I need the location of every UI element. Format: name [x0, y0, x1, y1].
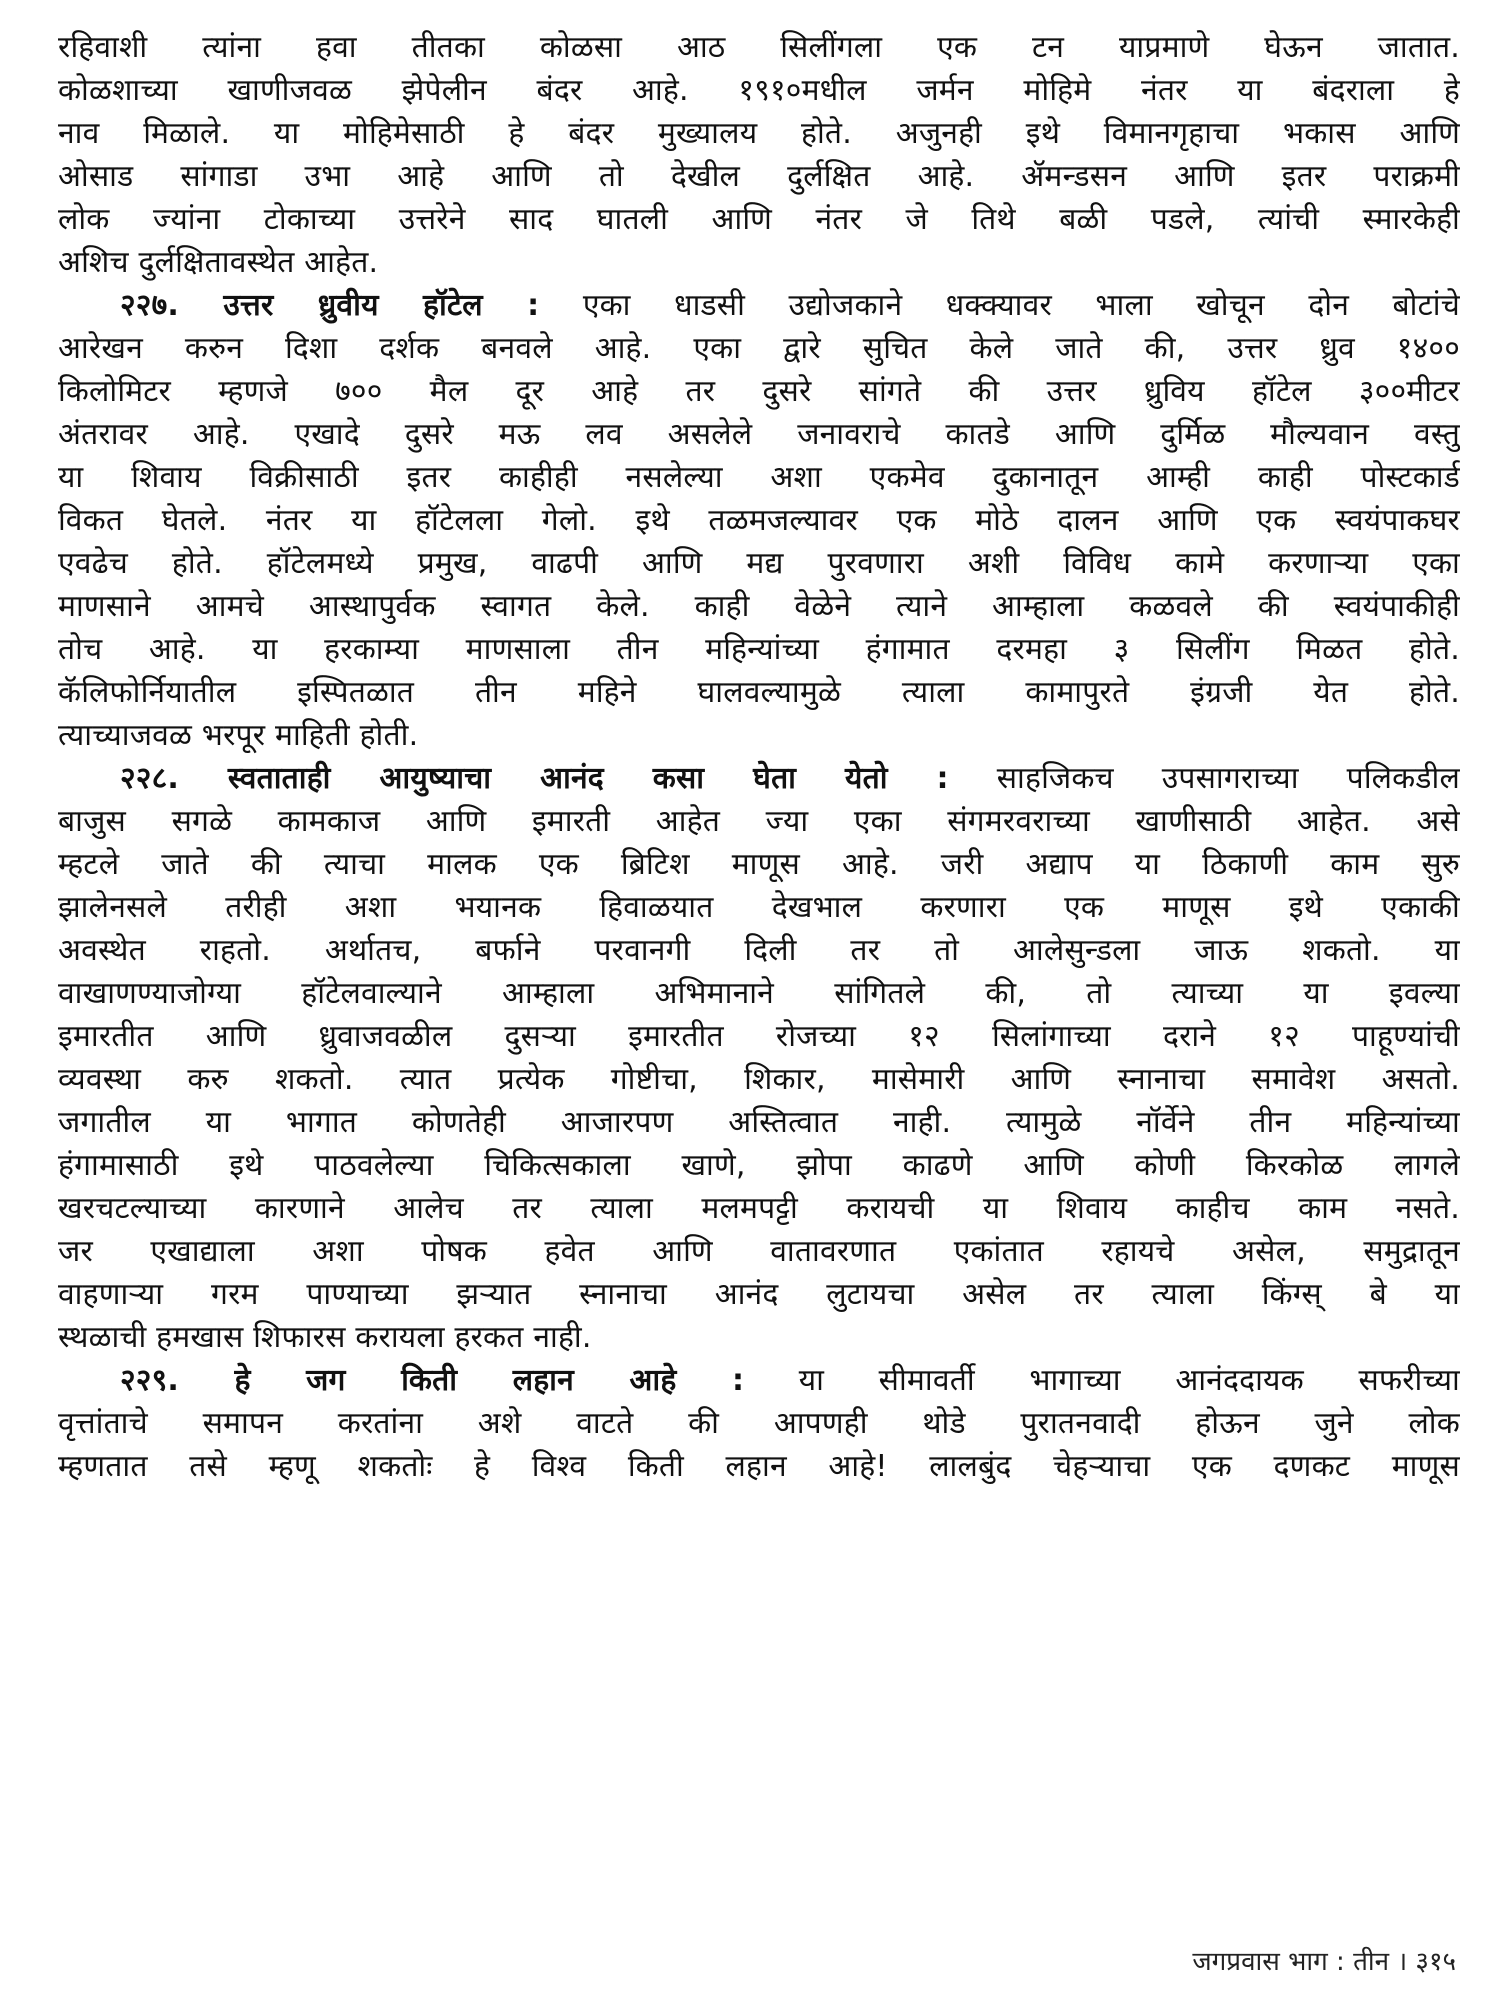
paragraph-228 — [58, 757, 1460, 1359]
text-line: त्याच्याजवळ भरपूर माहिती होती. — [58, 718, 419, 753]
text-line: व्यवस्था करु शकतो. त्यात प्रत्येक गोष्टीचा, शिकार, मासेमारी आणि स्नानाचा समावेश असतो. — [58, 1062, 1460, 1097]
text-line: लोक ज्यांना टोकाच्या उत्तरेने साद घातली आणि नंतर जे तिथे बळी पडले, त्यांची स्मारकेही — [58, 202, 1460, 237]
text-line: कोळशाच्या खाणीजवळ झेपेलीन बंदर आहे. १९१०मधील जर्मन मोहिमे नंतर या बंदराला हे — [58, 73, 1460, 108]
text-fragment: एका धाडसी उद्योजकाने धक्क्यावर भाला खोचून दोन बोटांचे — [539, 288, 1460, 323]
text-line: म्हटले जाते की त्याचा मालक एक ब्रिटिश माणूस आहे. जरी अद्याप या ठिकाणी काम सुरु — [58, 847, 1460, 882]
text-line: रहिवाशी त्यांना हवा तीतका कोळसा आठ सिलींगला एक टन याप्रमाणे घेऊन जातात. — [58, 30, 1460, 65]
text-line: अशिच दुर्लक्षितावस्थेत आहेत. — [58, 245, 379, 280]
text-line: म्हणतात तसे म्हणू शकतोः हे विश्व किती लहान आहे! लालबुंद चेहऱ्याचा एक दणकट माणूस — [58, 1449, 1460, 1484]
text-line: जर एखाद्याला अशा पोषक हवेत आणि वातावरणात एकांतात रहायचे असेल, समुद्रातून — [58, 1234, 1460, 1269]
text-line: विकत घेतले. नंतर या हॉटेलला गेलो. इथे तळमजल्यावर एक मोठे दालन आणि एक स्वयंपाकघर — [58, 503, 1460, 538]
paragraph-227 — [58, 284, 1460, 757]
text-line: या शिवाय विक्रीसाठी इतर काहीही नसलेल्या अशा एकमेव दुकानातून आम्ही काही पोस्टकार्ड — [58, 460, 1460, 495]
text-line: बाजुस सगळे कामकाज आणि इमारती आहेत ज्या एका संगमरवराच्या खाणीसाठी आहेत. असे — [58, 804, 1460, 839]
text-fragment: या सीमावर्ती भागाच्या आनंददायक सफरीच्या — [744, 1363, 1460, 1398]
text-line: नाव मिळाले. या मोहिमेसाठी हे बंदर मुख्यालय होते. अजुनही इथे विमानगृहाचा भकास आणि — [58, 116, 1460, 151]
text-line: अवस्थेत राहतो. अर्थातच, बर्फाने परवानगी दिली तर तो आलेसुन्डला जाऊ शकतो. या — [58, 933, 1460, 968]
text-line: वाखाणण्याजोग्या हॉटेलवाल्याने आम्हाला अभिमानाने सांगितले की, तो त्याच्या या इवल्या — [58, 976, 1460, 1011]
text-line: इमारतीत आणि ध्रुवाजवळील दुसऱ्या इमारतीत रोजच्या १२ सिलांगाच्या दराने १२ पाहूण्यांची — [58, 1019, 1460, 1054]
text-line: किलोमिटर म्हणजे ७०० मैल दूर आहे तर दुसरे सांगते की उत्तर ध्रुविय हॉटेल ३००मीटर — [58, 374, 1460, 409]
text-line: आरेखन करुन दिशा दर्शक बनवले आहे. एका द्वारे सुचित केले जाते की, उत्तर ध्रुव १४०० — [58, 331, 1460, 366]
text-line: खरचटल्याच्या कारणाने आलेच तर त्याला मलमपट्टी करायची या शिवाय काहीच काम नसते. — [58, 1191, 1460, 1226]
text-line: वाहणाऱ्या गरम पाण्याच्या झऱ्यात स्नानाचा आनंद लुटायचा असेल तर त्याला किंग्स् बे या — [58, 1277, 1460, 1312]
text-line — [58, 757, 1460, 800]
text-line: हंगामासाठी इथे पाठवलेल्या चिकित्सकाला खाणे, झोपा काढणे आणि कोणी किरकोळ लागले — [58, 1148, 1460, 1183]
text-line: तोच आहे. या हरकाम्या माणसाला तीन महिन्यांच्या हंगामात दरमहा ३ सिलींग मिळत होते. — [58, 632, 1460, 667]
text-line: अंतरावर आहे. एखादे दुसरे मऊ लव असलेले जनावराचे कातडे आणि दुर्मिळ मौल्यवान वस्तु — [58, 417, 1460, 452]
text-fragment: साहजिकच उपसागराच्या पलिकडील — [948, 761, 1460, 796]
text-line: झालेनसले तरीही अशा भयानक हिवाळयात देखभाल करणारा एक माणूस इथे एकाकी — [58, 890, 1460, 925]
paragraph-226 — [58, 26, 1460, 284]
paragraph-229 — [58, 1359, 1460, 1488]
text-line: जगातील या भागात कोणतेही आजारपण अस्तित्वात नाही. त्यामुळे नॉर्वेने तीन महिन्यांच्या — [58, 1105, 1460, 1140]
text-line: एवढेच होते. हॉटेलमध्ये प्रमुख, वाढपी आणि मद्य पुरवणारा अशी विविध कामे करणाऱ्या एका — [58, 546, 1460, 581]
section-heading-228: २२८. स्वताताही आयुष्याचा आनंद कसा घेता येतो : — [120, 761, 949, 796]
text-line: माणसाने आमचे आस्थापुर्वक स्वागत केले. काही वेळेने त्याने आम्हाला कळवले की स्वयंपाकीही — [58, 589, 1460, 624]
text-line: कॅलिफोर्नियातील इस्पितळात तीन महिने घालवल्यामुळे त्याला कामापुरते इंग्रजी येत होते. — [58, 675, 1460, 710]
page-footer: जगप्रवास भाग : तीन । ३१५ — [1192, 1947, 1456, 1977]
text-line: ओसाड सांगाडा उभा आहे आणि तो देखील दुर्लक्षित आहे. ॲमन्डसन आणि इतर पराक्रमी — [58, 159, 1460, 194]
section-heading-227: २२७. उत्तर ध्रुवीय हॉटेल : — [120, 288, 540, 323]
section-heading-229: २२९. हे जग किती लहान आहे : — [120, 1363, 745, 1398]
page-body — [58, 26, 1460, 1488]
text-line: स्थळाची हमखास शिफारस करायला हरकत नाही. — [58, 1320, 592, 1355]
text-line — [58, 284, 1460, 327]
text-line — [58, 1359, 1460, 1402]
text-line: वृत्तांताचे समापन करतांना अशे वाटते की आपणही थोडे पुरातनवादी होऊन जुने लोक — [58, 1406, 1460, 1441]
